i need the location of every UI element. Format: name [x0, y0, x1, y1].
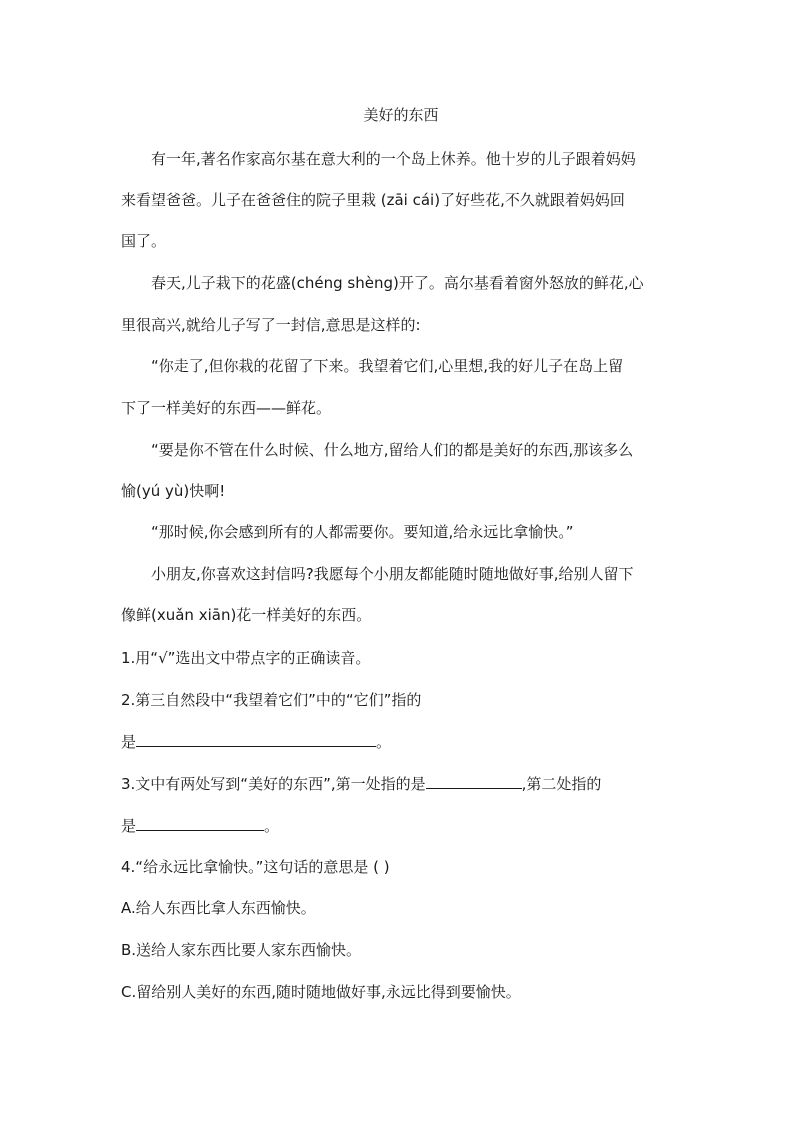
question-4: 4.“给永远比拿愉快。”这句话的意思是 ( )	[121, 858, 390, 876]
question-3-answer-blank-2[interactable]	[136, 814, 264, 831]
question-3-suffix: ,第二处指的	[521, 775, 602, 793]
question-2-prefix: 是	[121, 733, 137, 751]
question-3-prefix: 3.文中有两处写到“美好的东西”,第一处指的是	[121, 775, 426, 793]
question-3-answer-line	[121, 814, 279, 837]
passage-line: 下了一样美好的东西——鲜花。	[121, 399, 332, 417]
passage-line: 愉(yú yù)快啊!	[121, 482, 226, 500]
passage-line: 来看望爸爸。儿子在爸爸住的院子里栽 (zāi cái)了好些花,不久就跟着妈妈回	[121, 191, 625, 209]
option-c[interactable]: C.留给别人美好的东西,随时随地做好事,永远比得到要愉快。	[121, 983, 521, 1001]
passage-line: 春天,儿子栽下的花盛(chéng shèng)开了。高尔基看着窗外怒放的鲜花,心	[151, 274, 644, 292]
option-b[interactable]: B.送给人家东西比要人家东西愉快。	[121, 941, 362, 959]
passage-line: 小朋友,你喜欢这封信吗?我愿每个小朋友都能随时随地做好事,给别人留下	[151, 565, 634, 583]
passage-title: 美好的东西	[363, 106, 439, 124]
question-2-suffix: 。	[376, 733, 392, 751]
question-2-answer-line	[121, 730, 391, 753]
question-2-answer-blank[interactable]	[136, 730, 376, 747]
passage-line: “要是你不管在什么时候、什么地方,留给人们的都是美好的东西,那该多么	[151, 441, 634, 459]
passage-line: “那时候,你会感到所有的人都需要你。要知道,给永远比拿愉快。”	[151, 523, 574, 541]
passage-line: 像鲜(xuǎn xiān)花一样美好的东西。	[121, 606, 372, 624]
option-a[interactable]: A.给人东西比拿人东西愉快。	[121, 899, 316, 917]
passage-line: 里很高兴,就给儿子写了一封信,意思是这样的:	[121, 316, 421, 334]
question-3-answer-blank-1[interactable]	[426, 772, 522, 789]
passage-line: “你走了,但你栽的花留了下来。我望着它们,心里想,我的好儿子在岛上留	[151, 357, 624, 375]
passage-line: 国了。	[121, 232, 167, 250]
passage-line: 有一年,著名作家高尔基在意大利的一个岛上休养。他十岁的儿子跟着妈妈	[151, 150, 636, 168]
question-1: 1.用“√”选出文中带点字的正确读音。	[121, 649, 371, 667]
question-3-line2-suffix: 。	[264, 817, 280, 835]
question-3	[121, 772, 601, 795]
question-2: 2.第三自然段中“我望着它们”中的“它们”指的	[121, 691, 422, 709]
question-3-line2-prefix: 是	[121, 817, 137, 835]
